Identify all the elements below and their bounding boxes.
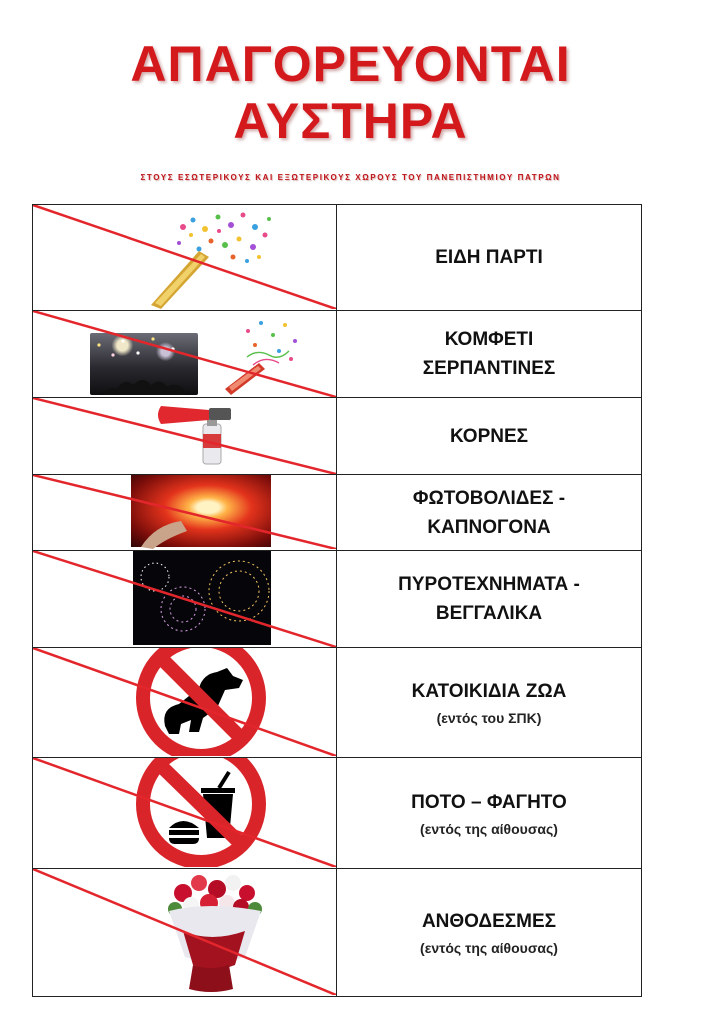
rule-text-cell [337, 398, 642, 475]
item-label: ΠΥΡΟΤΕΧΝΗΜΑΤΑ - [398, 574, 580, 595]
table-row [33, 648, 642, 758]
picture-cell [33, 869, 337, 997]
rule-text-cell [337, 311, 642, 398]
air-horn-icon [33, 398, 336, 474]
item-label: ΚΟΡΝΕΣ [449, 425, 529, 447]
item-label: ΣΕΡΠΑΝΤΙΝΕΣ [422, 358, 556, 379]
prohibited-items-table [32, 204, 642, 997]
party-popper-icon [33, 205, 336, 309]
item-label: ΒΕΓΓΑΛΙΚΑ [435, 603, 543, 624]
item-label: ΚΟΜΦΕΤΙ [444, 329, 534, 350]
poster-subtitle: ΣΤΟΥΣ ΕΣΩΤΕΡΙΚΟΥΣ ΚΑΙ ΕΞΩΤΕΡΙΚΟΥΣ ΧΩΡΟΥΣ ΤΟΥ ΠΑΝΕΠΙΣΤΗΜΙΟΥ ΠΑΤΡΩΝ [140, 173, 561, 182]
picture-cell [33, 648, 337, 758]
table-row [33, 475, 642, 551]
flare-icon [33, 475, 336, 549]
poster-title-line2: ΑΥΣΤΗΡΑ [233, 93, 468, 149]
item-label: ΕΙΔΗ ΠΑΡΤΙ [435, 247, 543, 268]
rule-text-cell [337, 205, 642, 311]
table-row [33, 551, 642, 648]
item-label: ΑΝΘΟΔΕΣΜΕΣ [421, 911, 557, 932]
confetti-crowd-icon [33, 311, 336, 397]
table-row [33, 205, 642, 311]
no-pets-icon [33, 648, 336, 756]
fireworks-icon [33, 551, 336, 647]
rule-text-cell [337, 758, 642, 869]
item-label: ΦΩΤΟΒΟΛΙΔΕΣ - [412, 487, 566, 509]
picture-cell [33, 311, 337, 398]
rule-text-cell [337, 551, 642, 648]
bouquet-icon [33, 869, 336, 995]
picture-cell [33, 758, 337, 869]
picture-cell [33, 475, 337, 551]
rule-text-cell [337, 475, 642, 551]
table-row [33, 869, 642, 997]
picture-cell [33, 205, 337, 311]
rule-text-cell [337, 648, 642, 758]
rule-text-cell [337, 869, 642, 997]
table-row [33, 398, 642, 475]
picture-cell [33, 551, 337, 648]
item-note: (εντός της αίθουσας) [420, 820, 558, 837]
picture-cell [33, 398, 337, 475]
item-label: ΚΑΠΝΟΓΟΝΑ [427, 516, 551, 538]
item-note: (εντός του ΣΠΚ) [436, 710, 542, 726]
item-label: ΠΟΤΟ – ΦΑΓΗΤΟ [411, 791, 567, 813]
table-row [33, 758, 642, 869]
item-note: (εντός της αίθουσας) [420, 940, 558, 956]
no-food-drink-icon [33, 758, 336, 867]
poster-title-line1: ΑΠΑΓΟΡΕΥΟΝΤΑΙ [130, 36, 571, 92]
table-row [33, 311, 642, 398]
item-label: ΚΑΤΟΙΚΙΔΙΑ ΖΩΑ [411, 681, 567, 702]
